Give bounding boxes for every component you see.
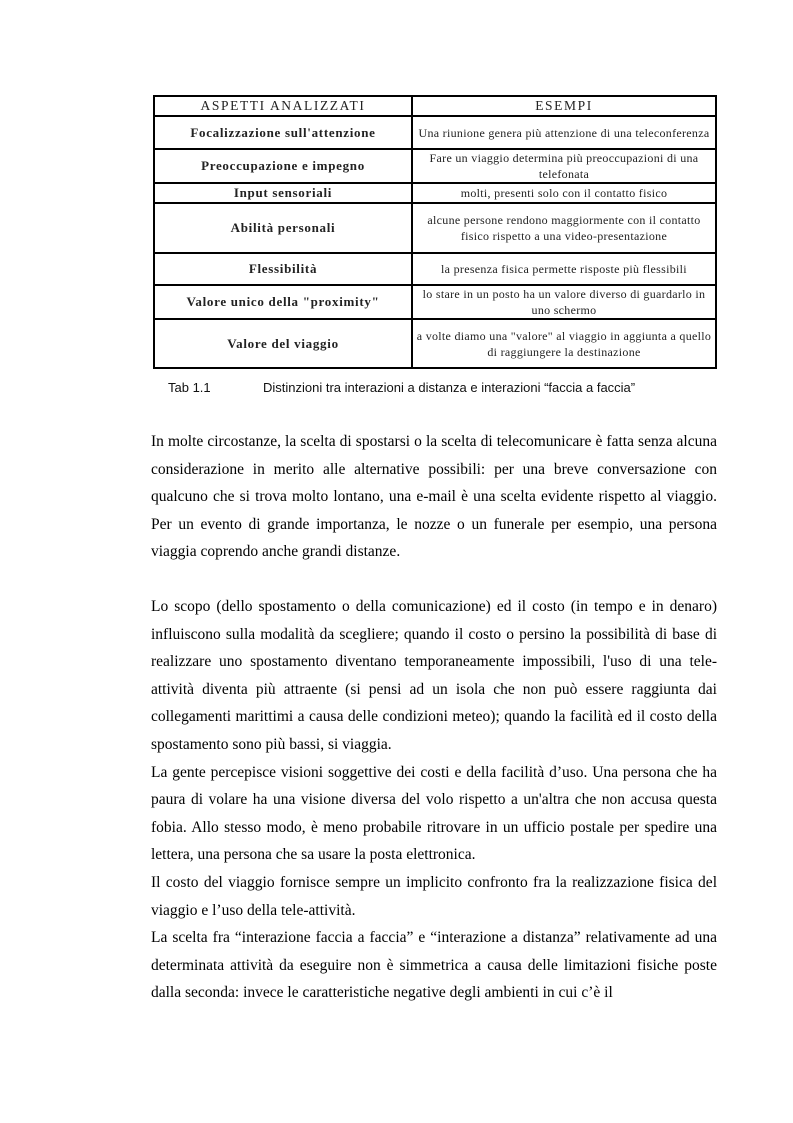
aspect-cell: Valore del viaggio: [154, 319, 412, 368]
example-cell: alcune persone rendono maggiormente con il contatto fisico rispetto a una video-presentazione: [412, 203, 716, 253]
aspect-cell: Preoccupazione e impegno: [154, 149, 412, 183]
body-text: [151, 428, 717, 1007]
aspect-cell: Input sensoriali: [154, 183, 412, 203]
comparison-table-container: [153, 95, 715, 369]
table-row: [154, 203, 716, 253]
aspect-cell: Flessibilità: [154, 253, 412, 285]
caption-number: Tab 1.1: [168, 380, 211, 395]
table-row: [154, 183, 716, 203]
example-cell: Una riunione genera più attenzione di una teleconferenza: [412, 116, 716, 149]
example-cell: lo stare in un posto ha un valore diverso di guardarlo in uno schermo: [412, 285, 716, 319]
table-header-row: [154, 96, 716, 116]
example-cell: la presenza fisica permette risposte più flessibili: [412, 253, 716, 285]
table-row: [154, 253, 716, 285]
paragraph: Lo scopo (dello spostamento o della comunicazione) ed il costo (in tempo e in denaro) influiscono sulla modalità da scegliere; quando il costo o persino la possibilità di base di realizzare uno spostamento diventano temporaneamente impossibili, l'uso di una tele-attività diventa più attraente (si pensi ad un isola che non può essere raggiunta dai collegamenti marittimi a causa delle condizioni meteo); quando la facilità ed il costo della spostamento sono più bassi, si viaggia.: [151, 597, 717, 753]
paragraph: La gente percepisce visioni soggettive dei costi e della facilità d’uso. Una persona che ha paura di volare ha una visione diversa del volo rispetto a un'altra che non accusa questa fobia. Allo stesso modo, è meno probabile ritrovare in un ufficio postale per spedire una lettera, una persona che sa usare la posta elettronica.: [151, 763, 717, 864]
caption-text: Distinzioni tra interazioni a distanza e interazioni “faccia a faccia”: [263, 380, 636, 395]
aspect-cell: Abilità personali: [154, 203, 412, 253]
table-row: [154, 149, 716, 183]
paragraph: Il costo del viaggio fornisce sempre un implicito confronto fra la realizzazione fisica del viaggio e l’uso della tele-attività.: [151, 873, 717, 919]
table-row: [154, 319, 716, 368]
aspect-cell: Valore unico della "proximity": [154, 285, 412, 319]
table-row: [154, 116, 716, 149]
paragraph: In molte circostanze, la scelta di spostarsi o la scelta di telecomunicare è fatta senza alcuna considerazione in merito alle alternative possibili: per una breve conversazione con qualcuno che si trova molto lontano, una e-mail è una scelta evidente rispetto al viaggio. Per un evento di grande importanza, le nozze o un funerale per esempio, una persona viaggia coprendo anche grandi distanze.: [151, 433, 717, 561]
example-cell: a volte diamo una "valore" al viaggio in aggiunta a quello di raggiungere la destinazione: [412, 319, 716, 368]
example-cell: molti, presenti solo con il contatto fisico: [412, 183, 716, 203]
table-caption: [168, 380, 635, 395]
aspect-cell: Focalizzazione sull'attenzione: [154, 116, 412, 149]
header-aspects: ASPETTI ANALIZZATI: [154, 96, 412, 116]
comparison-table: [153, 95, 717, 369]
paragraph: La scelta fra “interazione faccia a faccia” e “interazione a distanza” relativamente ad una determinata attività da eseguire non è simmetrica a causa delle limitazioni fisiche poste dalla seconda: invece le caratteristiche negative degli ambienti in cui c’è il: [151, 929, 717, 1002]
header-examples: ESEMPI: [412, 96, 716, 116]
example-cell: Fare un viaggio determina più preoccupazioni di una telefonata: [412, 149, 716, 183]
table-row: [154, 285, 716, 319]
